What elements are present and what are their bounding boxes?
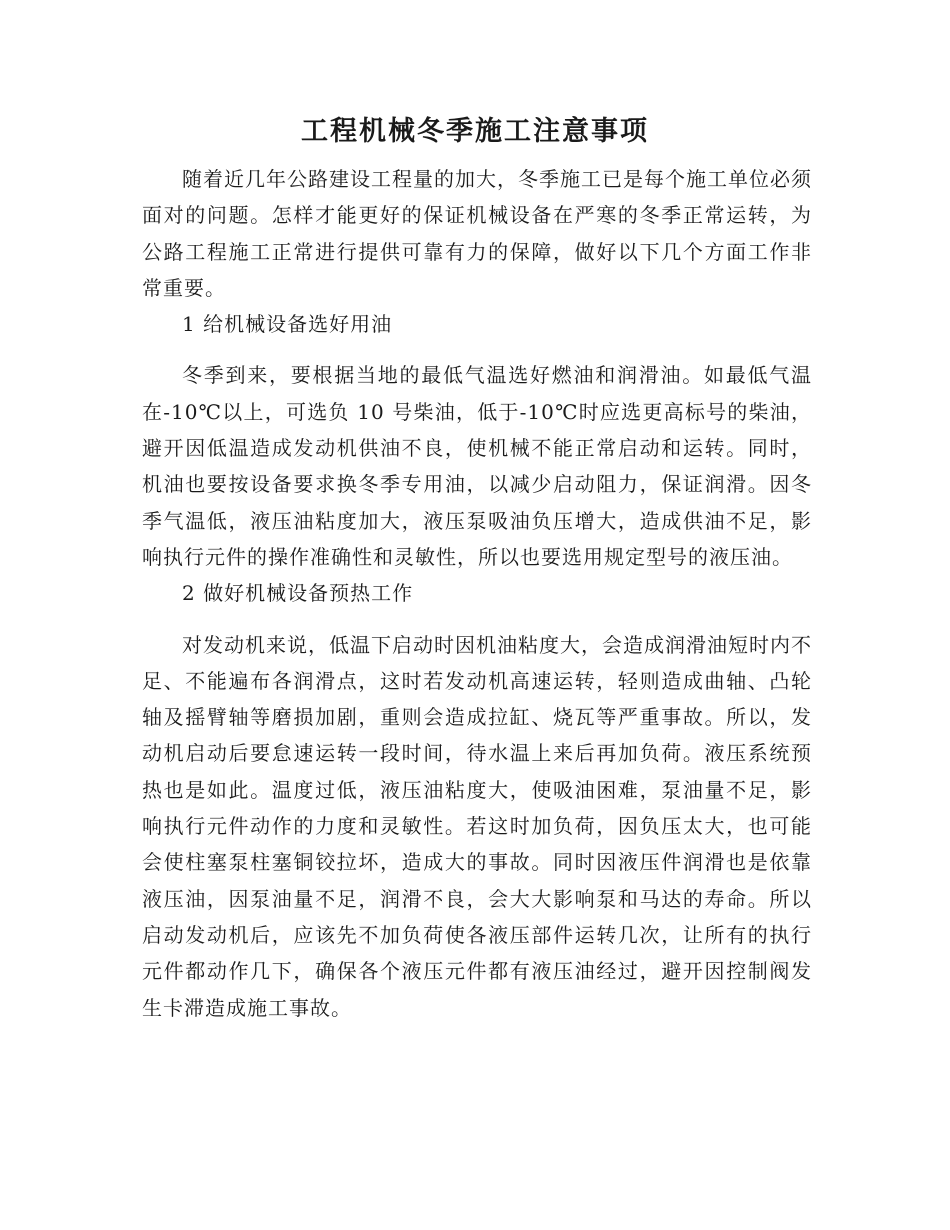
section-paragraph-preheat: 对发动机来说，低温下启动时因机油粘度大，会造成润滑油短时内不足、不能遍布各润滑点，这时若发动机高速运转，轻则造成曲轴、凸轮轴及摇臂轴等磨损加剧，重则会造成拉缸、烧瓦等严重事故。所以，发动机启动后要怠速运转一段时间，待水温上来后再加负荷。液压系统预热也是如此。温度过低，液压油粘度大，使吸油困难，泵油量不足，影响执行元件动作的力度和灵敏性。若这时加负荷，因负压太大，也可能会使柱塞泵柱塞铜铰拉坏，造成大的事故。同时因液压件润滑也是依靠液压油，因泵油量不足，润滑不良，会大大影响泵和马达的寿命。所以启动发动机后，应该先不加负荷使各液压部件运转几次，让所有的执行元件都动作几下，确保各个液压元件都有液压油经过，避开因控制阀发生卡滞造成施工事故。 bbox=[142, 632, 812, 1020]
document-title: 工程机械冬季施工注意事项 bbox=[301, 116, 649, 147]
section-heading-preheat: 2 做好机械设备预热工作 bbox=[182, 581, 414, 606]
section-paragraph-oil: 冬季到来，要根据当地的最低气温选好燃油和润滑油。如最低气温在-10℃以上，可选负 10 号柴油，低于-10℃时应选更高标号的柴油，避开因低温造成发动机供油不良，使机械不能正常启动和运转。同时，机油也要按设备要求换冬季专用油，以减少启动阻力，保证润滑。因冬季气温低，液压油粘度加大，液压泵吸油负压增大，造成供油不足，影响执行元件的操作准确性和灵敏性，所以也要选用规定型号的液压油。 bbox=[142, 363, 812, 569]
section-heading-oil: 1 给机械设备选好用油 bbox=[182, 312, 393, 337]
intro-paragraph: 随着近几年公路建设工程量的加大，冬季施工已是每个施工单位必须面对的问题。怎样才能更好的保证机械设备在严寒的冬季正常运转，为公路工程施工正常进行提供可靠有力的保障，做好以下几个方面工作非常重要。 bbox=[142, 167, 812, 300]
document-body bbox=[142, 161, 812, 1026]
